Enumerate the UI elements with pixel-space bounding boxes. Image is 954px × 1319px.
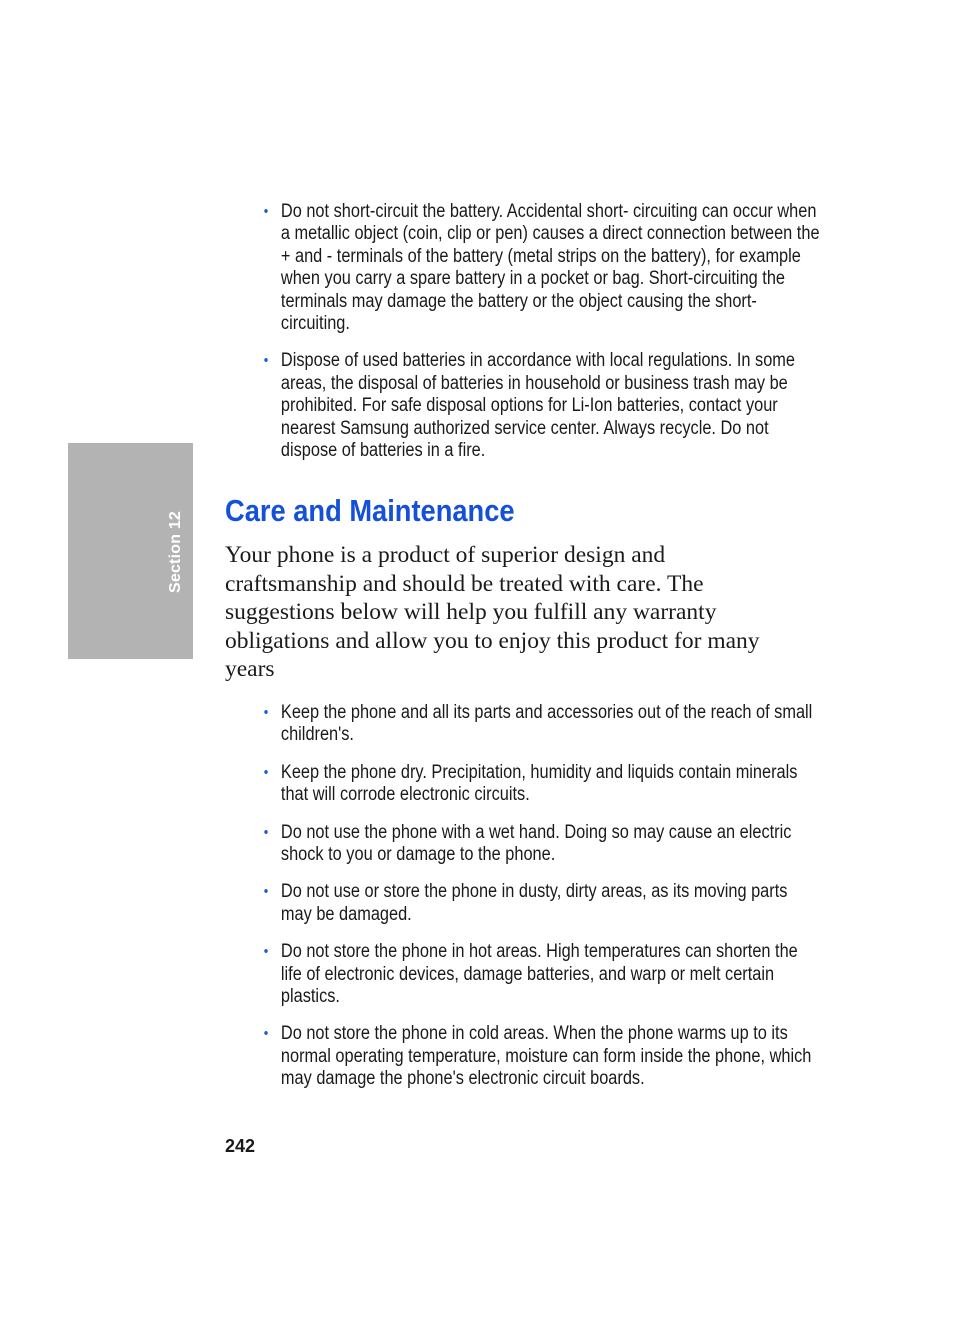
list-item	[262, 762, 821, 807]
list-item-text: Do not use or store the phone in dusty, dirty areas, as its moving parts may be damaged.	[280, 881, 788, 925]
list-item	[262, 881, 821, 926]
list-item-text: Dispose of used batteries in accordance with local regulations. In some areas, the disposal of batteries in household or business trash may be prohibited. For safe disposal options for Li-Ion batteries, contact your nearest Samsung authorized service center. Always recycle. Do not dispose of batteries in a fire.	[280, 350, 796, 462]
battery-warnings-list	[262, 201, 820, 462]
list-item-text: Do not short-circuit the battery. Accidental short- circuiting can occur when a metallic object (coin, clip or pen) causes a direct connection between the + and - terminals of the battery (metal strips on the battery), for example when you carry a spare battery in a pocket or bag. Short-circuiting the terminals may damage the battery or the object causing the short-circuiting.	[280, 201, 820, 335]
bullet-icon: •	[263, 763, 269, 781]
list-item	[262, 1023, 821, 1090]
section-heading: Care and Maintenance	[225, 493, 515, 528]
bullet-icon: •	[263, 704, 269, 721]
list-item-text: Keep the phone and all its parts and accessories out of the reach of small children's.	[280, 702, 813, 746]
bullet-icon: •	[263, 352, 269, 370]
list-item	[262, 350, 821, 462]
section-tab-label: Section 12	[167, 510, 184, 594]
list-item	[262, 702, 821, 747]
list-item-text: Keep the phone dry. Precipitation, humidity and liquids contain minerals that will corrode electronic circuits.	[280, 761, 798, 806]
bullet-icon: •	[263, 883, 269, 901]
list-item-text: Do not store the phone in cold areas. When the phone warms up to its normal operating temperature, moisture can form inside the phone, which may damage the phone's electronic circuit boards.	[280, 1023, 812, 1090]
bullet-icon: •	[263, 943, 269, 961]
bullet-icon: •	[263, 1025, 269, 1043]
list-item-text: Do not use the phone with a wet hand. Doing so may cause an electric shock to you or damage to the phone.	[280, 821, 792, 866]
list-item	[262, 822, 821, 867]
intro-paragraph: Your phone is a product of superior design and craftsmanship and should be treated with care. The suggestions below will help you fulfill any warranty obligations and allow you to enjoy this product for many years	[225, 542, 760, 683]
list-item	[262, 941, 821, 1008]
list-item	[262, 201, 821, 335]
list-item-text: Do not store the phone in hot areas. High temperatures can shorten the life of electronic devices, damage batteries, and warp or melt certain plastics.	[280, 941, 798, 1008]
bullet-icon: •	[263, 203, 269, 220]
page-number: 242	[225, 1136, 256, 1156]
care-tips-list	[262, 702, 813, 1091]
bullet-icon: •	[263, 823, 269, 841]
